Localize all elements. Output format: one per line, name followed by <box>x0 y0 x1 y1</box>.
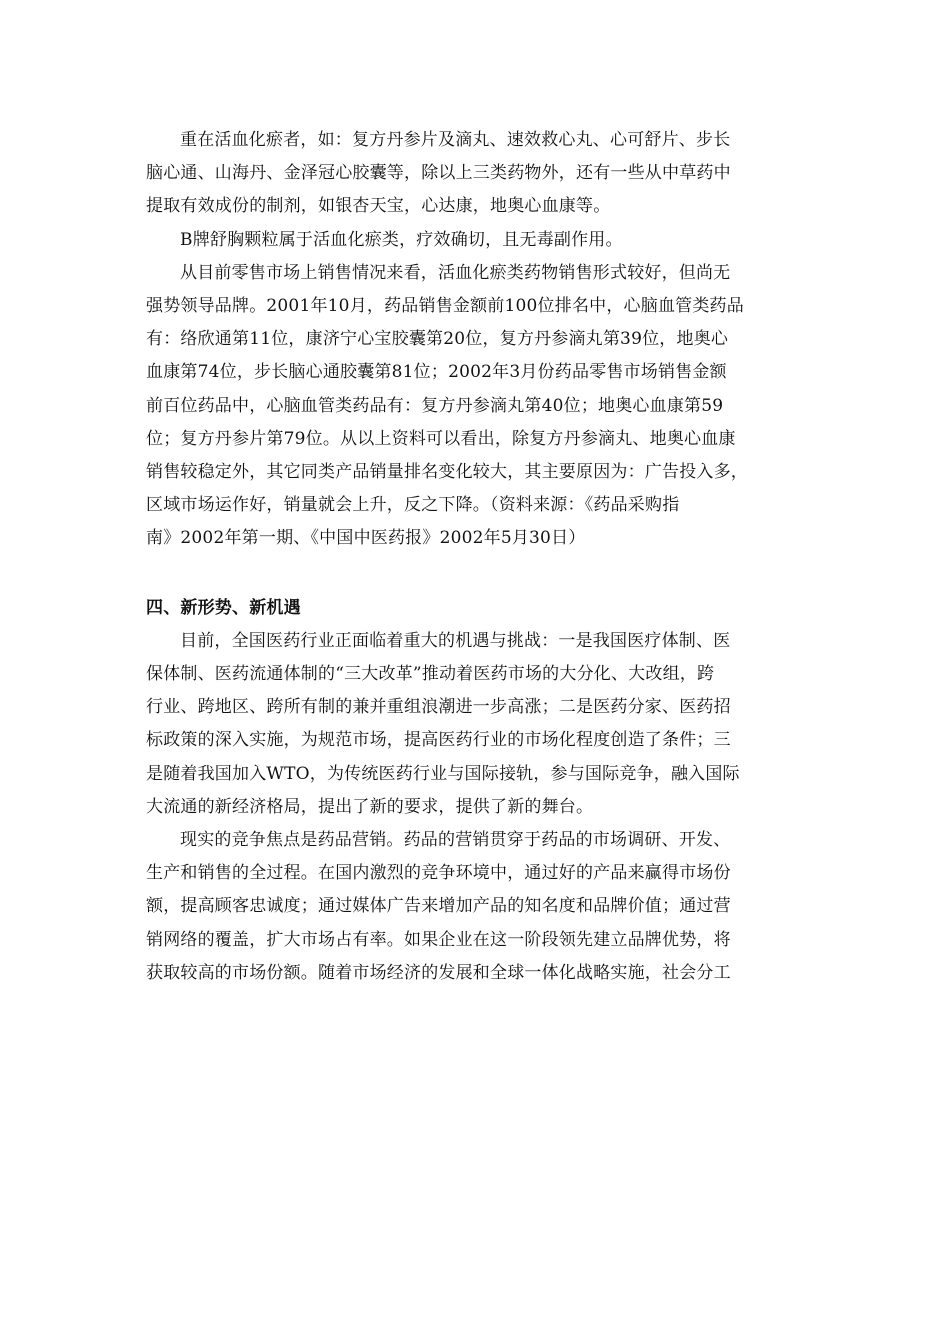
text-line: 销售较稳定外，其它同类产品销量排名变化较大，其主要原因为：广告投入多， <box>146 462 748 483</box>
section-heading: 四、新形势、新机遇 <box>146 597 301 618</box>
text-line: 目前，全国医药行业正面临着重大的机遇与挑战：一是我国医疗体制、医 <box>180 630 731 651</box>
text-line: 有：络欣通第11位，康济宁心宝胶囊第20位，复方丹参滴丸第39位，地奥心 <box>146 329 729 350</box>
text-line: 现实的竞争焦点是药品营销。药品的营销贯穿于药品的市场调研、开发、 <box>180 830 731 851</box>
paragraph-brand-b <box>146 224 806 257</box>
paragraph-retail-sales <box>146 257 806 556</box>
text-line: 大流通的新经济格局，提出了新的要求，提供了新的舞台。 <box>146 796 594 817</box>
text-line: 生产和销售的全过程。在国内激烈的竞争环境中，通过好的产品来赢得市场份 <box>146 863 731 884</box>
text-line: 脑心通、山海丹、金泽冠心胶囊等，除以上三类药物外，还有一些从中草药中 <box>146 163 731 184</box>
text-line: 前百位药品中，心脑血管类药品有：复方丹参滴丸第40位；地奥心血康第59 <box>146 395 724 416</box>
text-line: 血康第74位，步长脑心通胶囊第81位；2002年3月份药品零售市场销售金额 <box>146 362 727 383</box>
text-line: 是随着我国加入WTO，为传统医药行业与国际接轨，参与国际竞争，融入国际 <box>146 763 740 784</box>
text-line: 保体制、医药流通体制的“三大改革”推动着医药市场的大分化、大改组，跨 <box>146 664 715 685</box>
text-line: 位；复方丹参片第79位。从以上资料可以看出，除复方丹参滴丸、地奥心血康 <box>146 428 736 449</box>
text-line: 强势领导品牌。2001年10月，药品销售金额前100位排名中，心脑血管类药品 <box>146 296 744 317</box>
paragraph-herbal-remedies <box>146 124 806 224</box>
text-line: 获取较高的市场份额。随着市场经济的发展和全球一体化战略实施，社会分工 <box>146 962 731 983</box>
text-line: 南》2002年第一期、《中国中医药报》2002年5月30日） <box>146 528 586 549</box>
paragraph-opportunities <box>146 625 806 824</box>
text-line: 标政策的深入实施，为规范市场，提高医药行业的市场化程度创造了条件；三 <box>146 730 731 751</box>
paragraph-marketing <box>146 824 806 990</box>
text-line: 额，提高顾客忠诚度；通过媒体广告来增加产品的知名度和品牌价值；通过营 <box>146 896 731 917</box>
text-line: B牌舒胸颗粒属于活血化瘀类，疗效确切，且无毒副作用。 <box>180 229 623 250</box>
text-line: 从目前零售市场上销售情况来看，活血化瘀类药物销售形式较好，但尚无 <box>180 262 731 283</box>
document-body <box>146 124 806 990</box>
text-line: 重在活血化瘀者，如：复方丹参片及滴丸、速效救心丸、心可舒片、步长 <box>180 130 731 150</box>
text-line: 行业、跨地区、跨所有制的兼并重组浪潮进一步高涨；二是医药分家、医药招 <box>146 697 731 718</box>
text-line: 区域市场运作好，销量就会上升，反之下降。（资料来源：《药品采购指 <box>146 495 680 516</box>
text-line: 销网络的覆盖，扩大市场占有率。如果企业在这一阶段领先建立品牌优势，将 <box>146 929 731 950</box>
text-line: 提取有效成份的制剂，如银杏天宝，心达康，地奥心血康等。 <box>146 196 611 217</box>
